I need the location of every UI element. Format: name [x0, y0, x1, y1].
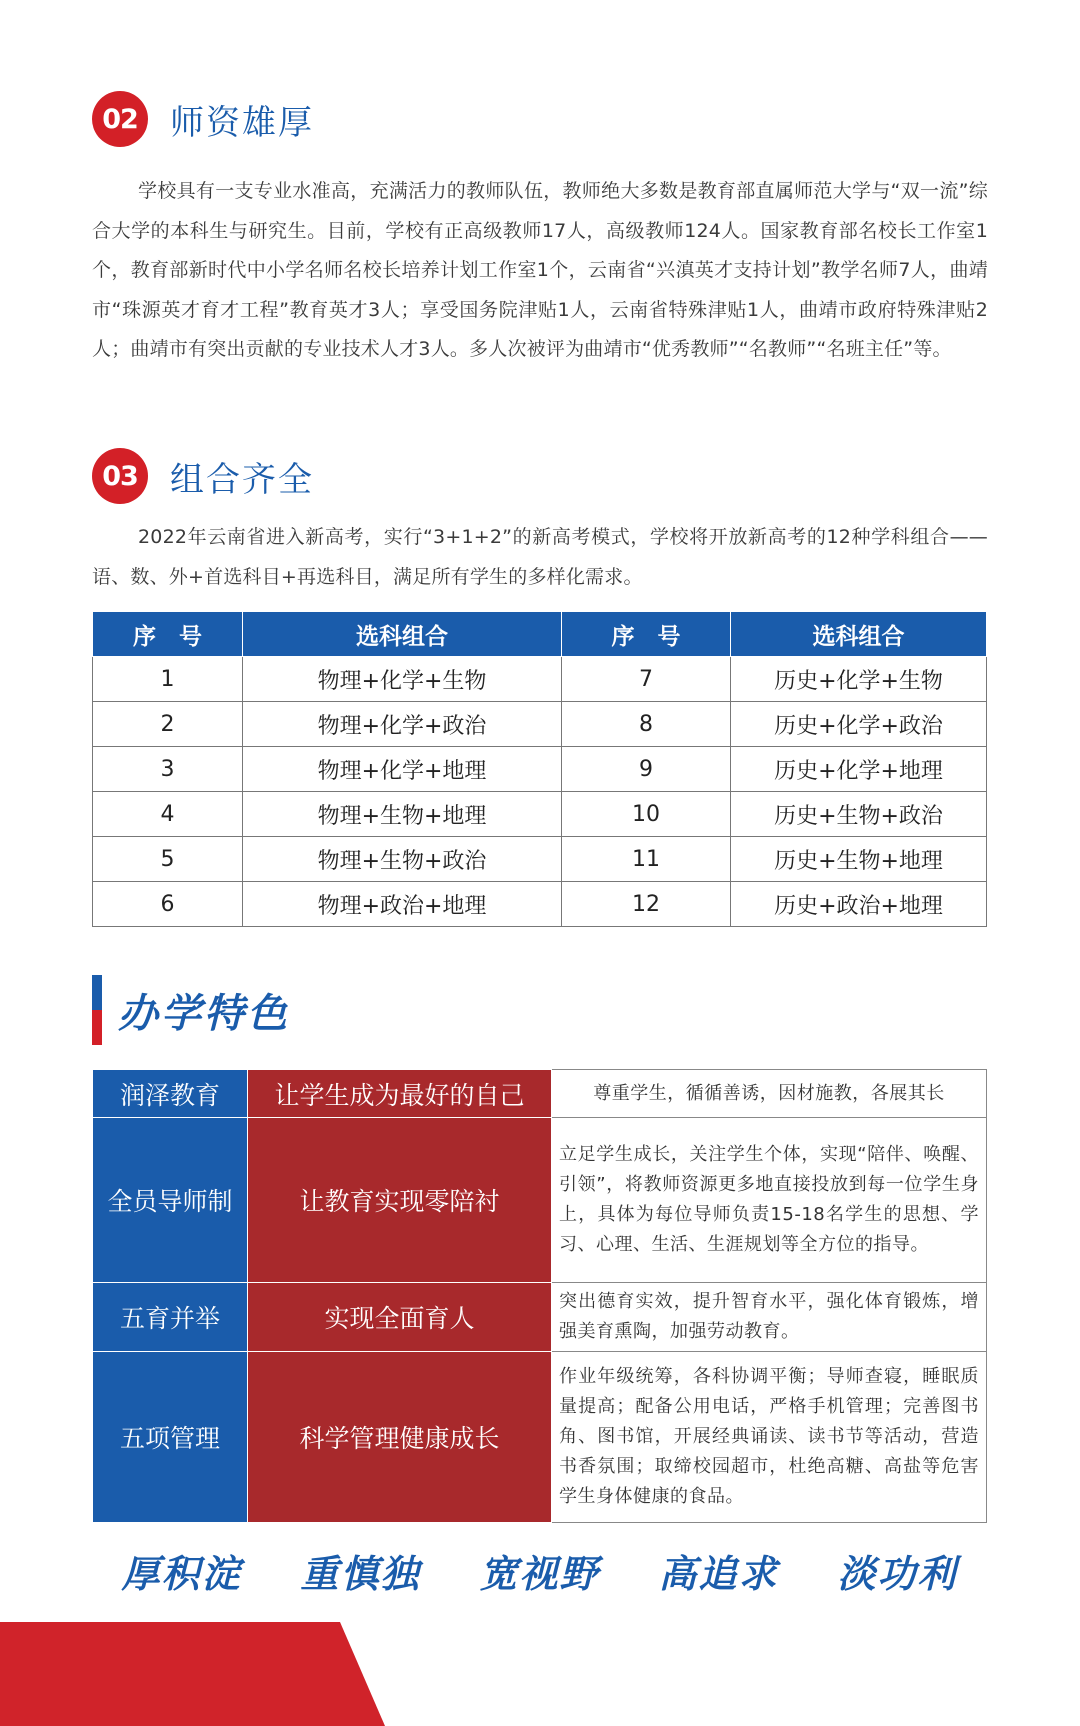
section-3-paragraph: 2022年云南省进入新高考，实行“3+1+2”的新高考模式，学校将开放新高考的12种学科组合——语、数、外+首选科目+再选科目，满足所有学生的多样化需求。 — [92, 526, 988, 588]
cell-index: 9 — [562, 747, 731, 792]
cell-index: 7 — [562, 657, 731, 702]
table-row — [93, 702, 987, 747]
section-3-title: 组合齐全 — [170, 459, 314, 500]
slogan: 高追求 — [658, 1552, 779, 1596]
section-2-title: 师资雄厚 — [170, 102, 314, 143]
cell-combo: 物理+生物+政治 — [243, 837, 562, 882]
table-row — [93, 882, 987, 927]
cell-combo: 物理+化学+地理 — [243, 747, 562, 792]
table-row — [93, 657, 987, 702]
table-row — [93, 792, 987, 837]
cell-combo: 历史+生物+政治 — [731, 792, 987, 837]
section-2-header — [92, 91, 314, 147]
feature-motto: 科学管理健康成长 — [248, 1352, 552, 1523]
header-index-1: 序 号 — [93, 612, 243, 657]
feature-name: 全员导师制 — [93, 1118, 248, 1283]
cell-index: 10 — [562, 792, 731, 837]
slogan: 宽视野 — [479, 1552, 600, 1596]
header-combo-2: 选科组合 — [731, 612, 987, 657]
feature-name: 润泽教育 — [93, 1070, 248, 1118]
features-header — [92, 975, 290, 1045]
table-row — [93, 837, 987, 882]
feature-desc: 作业年级统筹，各科协调平衡；导师查寝，睡眠质量提高；配备公用电话，严格手机管理；完善图书角、图书馆，开展经典诵读、读书节等活动，营造书香氛围；取缔校园超市，杜绝高糖、高盐等危害学生身体健康的食品。 — [552, 1352, 987, 1523]
cell-index: 3 — [93, 747, 243, 792]
cell-combo: 历史+化学+生物 — [731, 657, 987, 702]
feature-motto: 让教育实现零陪衬 — [248, 1118, 552, 1283]
cell-index: 6 — [93, 882, 243, 927]
cell-index: 1 — [93, 657, 243, 702]
cell-index: 4 — [93, 792, 243, 837]
header-combo-1: 选科组合 — [243, 612, 562, 657]
decorative-red-corner — [0, 1622, 385, 1726]
feature-desc: 尊重学生，循循善诱，因材施教，各展其长 — [552, 1070, 987, 1118]
table-header-row — [93, 612, 987, 657]
feature-row — [93, 1118, 987, 1283]
cell-combo: 物理+化学+政治 — [243, 702, 562, 747]
feature-desc: 立足学生成长，关注学生个体，实现“陪伴、唤醒、引领”，将教师资源更多地直接投放到每一位学生身上，具体为每位导师负责15-18名学生的思想、学习、心理、生活、生涯规划等全方位的指导。 — [552, 1118, 987, 1283]
feature-desc: 突出德育实效，提升智育水平，强化体育锻炼，增强美育熏陶，加强劳动教育。 — [552, 1283, 987, 1352]
slogan: 淡功利 — [837, 1552, 958, 1596]
header-index-2: 序 号 — [562, 612, 731, 657]
slogan-bar — [92, 1543, 987, 1598]
cell-index: 2 — [93, 702, 243, 747]
cell-index: 11 — [562, 837, 731, 882]
features-table — [92, 1069, 987, 1523]
feature-motto: 实现全面育人 — [248, 1283, 552, 1352]
section-3-badge: 03 — [92, 448, 148, 504]
section-3-header — [92, 448, 314, 504]
slogan: 厚积淀 — [121, 1552, 242, 1596]
cell-combo: 历史+政治+地理 — [731, 882, 987, 927]
features-title: 办学特色 — [118, 990, 290, 1037]
cell-combo: 历史+生物+地理 — [731, 837, 987, 882]
section-2-paragraph: 学校具有一支专业水准高，充满活力的教师队伍，教师绝大多数是教育部直属师范大学与“双一流”综合大学的本科生与研究生。目前，学校有正高级教师17人，高级教师124人。国家教育部名校长工作室1个，教育部新时代中小学名师名校长培养计划工作室1个，云南省“兴滇英才支持计划”教学名师7人，曲靖市“珠源英才育才工程”教育英才3人；享受国务院津贴1人，云南省特殊津贴1人，曲靖市政府特殊津贴2人；曲靖市有突出贡献的专业技术人才3人。多人次被评为曲靖市“优秀教师”“名教师”“名班主任”等。 — [92, 180, 988, 360]
feature-row — [93, 1070, 987, 1118]
feature-name: 五项管理 — [93, 1352, 248, 1523]
cell-index: 12 — [562, 882, 731, 927]
cell-combo: 物理+生物+地理 — [243, 792, 562, 837]
feature-name: 五育并举 — [93, 1283, 248, 1352]
cell-combo: 物理+政治+地理 — [243, 882, 562, 927]
cell-index: 8 — [562, 702, 731, 747]
section-2-badge: 02 — [92, 91, 148, 147]
feature-row — [93, 1352, 987, 1523]
feature-motto: 让学生成为最好的自己 — [248, 1070, 552, 1118]
cell-combo: 历史+化学+政治 — [731, 702, 987, 747]
cell-index: 5 — [93, 837, 243, 882]
subject-combination-table — [92, 611, 987, 927]
slogan: 重慎独 — [300, 1552, 421, 1596]
feature-row — [93, 1283, 987, 1352]
table-row — [93, 747, 987, 792]
cell-combo: 历史+化学+地理 — [731, 747, 987, 792]
features-accent-bar — [92, 975, 102, 1045]
cell-combo: 物理+化学+生物 — [243, 657, 562, 702]
